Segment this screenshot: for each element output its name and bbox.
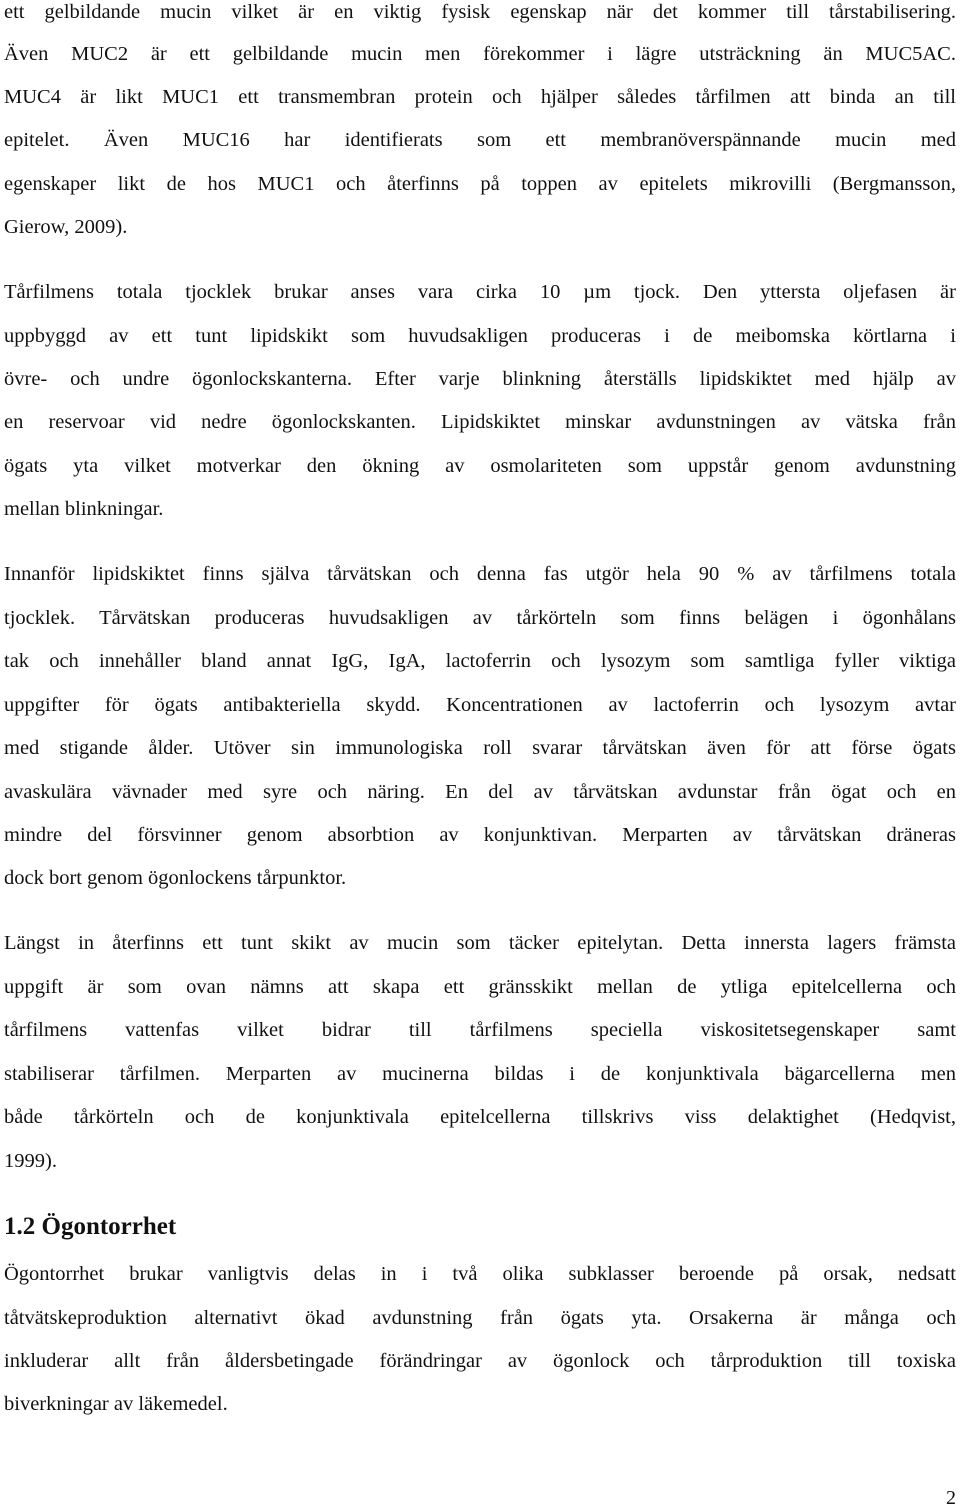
text-line: Gierow, 2009). [4, 216, 128, 238]
page-number: 2 [946, 1487, 956, 1509]
text-line: MUC4 är likt MUC1 ett transmembran protein och hjälper således tårfilmen att binda an till [4, 86, 956, 108]
text-line: Även MUC2 är ett gelbildande mucin men förekommer i lägre utsträckning än MUC5AC. [4, 43, 956, 65]
text-line: uppbyggd av ett tunt lipidskikt som huvudsakligen produceras i de meibomska körtlarna i [4, 325, 956, 347]
text-line: uppgifter för ögats antibakteriella skydd. Koncentrationen av lactoferrin och lysozym avtar [4, 694, 956, 716]
text-line: inkluderar allt från åldersbetingade förändringar av ögonlock och tårproduktion till toxiska [4, 1350, 956, 1372]
text-line: tårfilmens vattenfas vilket bidrar till tårfilmens speciella viskositetsegenskaper samt [4, 1019, 956, 1041]
text-line: tåtvätskeproduktion alternativt ökad avdunstning från ögats yta. Orsakerna är många och [4, 1307, 956, 1329]
text-line: stabiliserar tårfilmen. Merparten av mucinerna bildas i de konjunktivala bägarcellerna men [4, 1063, 956, 1085]
text-line: uppgift är som ovan nämns att skapa ett gränsskikt mellan de ytliga epitelcellerna och [4, 976, 956, 998]
text-line: Ögontorrhet brukar vanligtvis delas in i två olika subklasser beroende på orsak, nedsatt [4, 1263, 956, 1285]
text-line: en reservoar vid nedre ögonlockskanten. Lipidskiktet minskar avdunstningen av vätska från [4, 411, 956, 433]
text-line: 1999). [4, 1150, 57, 1172]
text-line: tak och innehåller bland annat IgG, IgA, lactoferrin och lysozym som samtliga fyller viktiga [4, 650, 956, 672]
text-line: egenskaper likt de hos MUC1 och återfinns på toppen av epitelets mikrovilli (Bergmansson, [4, 173, 956, 195]
text-line: epitelet. Även MUC16 har identifierats som ett membranöverspännande mucin med [4, 129, 956, 151]
text-line: biverkningar av läkemedel. [4, 1393, 228, 1415]
text-line: mindre del försvinner genom absorbtion av konjunktivan. Merparten av tårvätskan dräneras [4, 824, 956, 846]
text-line: både tårkörteln och de konjunktivala epitelcellerna tillskrivs viss delaktighet (Hedqvist, [4, 1106, 956, 1128]
text-line: tjocklek. Tårvätskan produceras huvudsakligen av tårkörteln som finns belägen i ögonhålans [4, 607, 956, 629]
text-line: ögats yta vilket motverkar den ökning av osmolariteten som uppstår genom avdunstning [4, 455, 956, 477]
text-line: dock bort genom ögonlockens tårpunktor. [4, 867, 347, 889]
text-line: Längst in återfinns ett tunt skikt av mucin som täcker epitelytan. Detta innersta lagers främsta [4, 932, 956, 954]
text-line: avaskulära vävnader med syre och näring. En del av tårvätskan avdunstar från ögat och en [4, 781, 956, 803]
text-line: Tårfilmens totala tjocklek brukar anses vara cirka 10 µm tjock. Den yttersta oljefasen är [4, 281, 956, 303]
text-line: Innanför lipidskiktet finns själva tårvätskan och denna fas utgör hela 90 % av tårfilmens totala [4, 563, 956, 585]
text-line: övre- och undre ögonlockskanterna. Efter varje blinkning återställs lipidskiktet med hjälp av [4, 368, 956, 390]
text-line: med stigande ålder. Utöver sin immunologiska roll svarar tårvätskan även för att förse ögats [4, 737, 956, 759]
text-line: mellan blinkningar. [4, 498, 164, 520]
section-heading: 1.2 Ögontorrhet [4, 1213, 177, 1240]
text-line: ett gelbildande mucin vilket är en viktig fysisk egenskap när det kommer till tårstabilisering. [4, 1, 956, 23]
